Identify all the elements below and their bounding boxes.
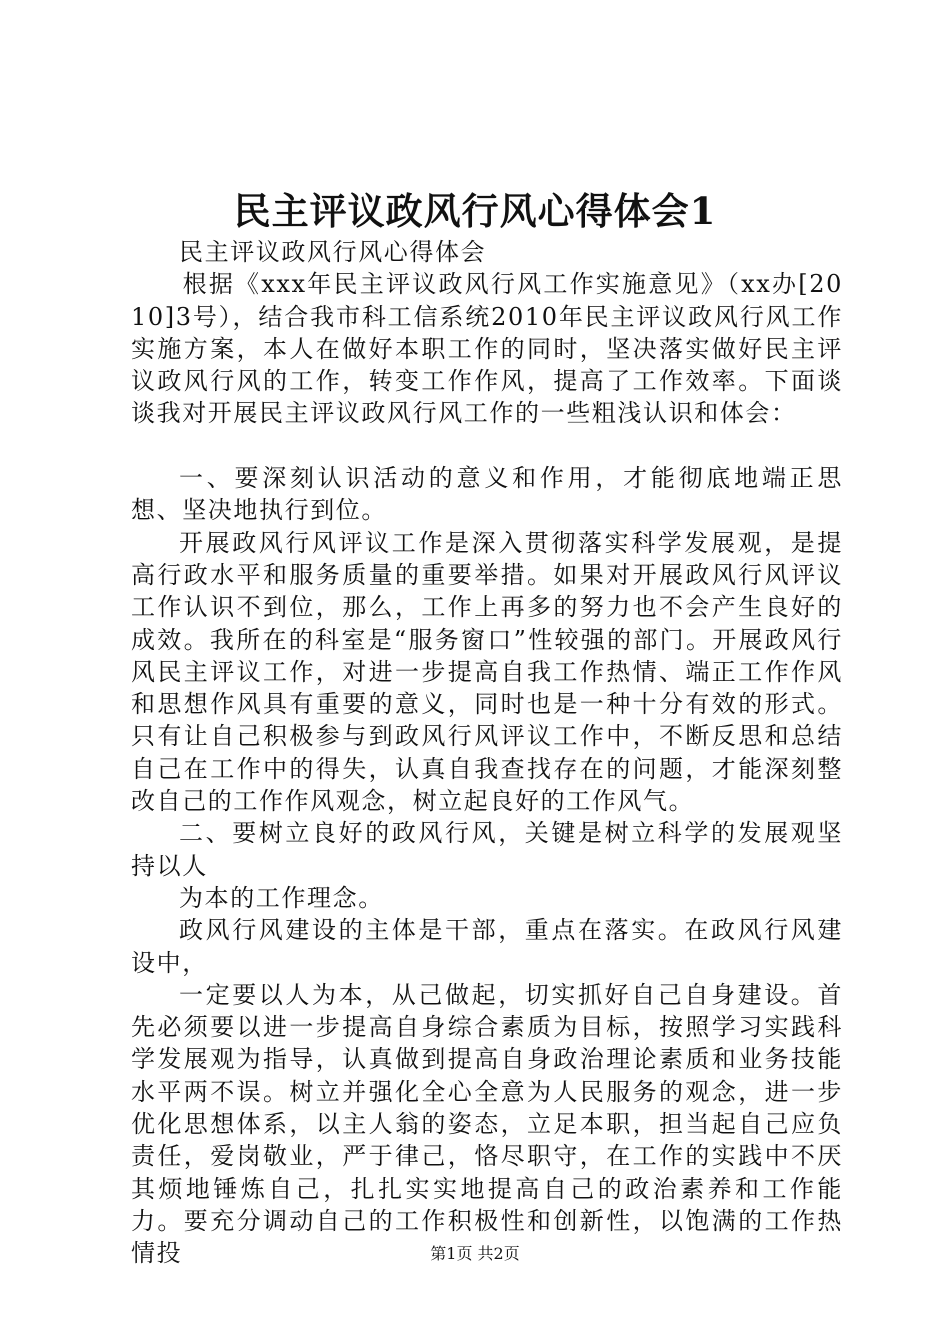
paragraph-intro: 根据《xxx年民主评议政风行风工作实施意见》（xx办[2010]3号），结合我市科工信系统2010年民主评议政风行风工作实施方案，本人在做好本职工作的同时，坚决落实做好民主评议政风行风的工作，转变工作作风，提高了工作效率。下面谈谈我对开展民主评议政风行风工作的一些粗浅认识和体会： [131, 270, 843, 428]
paragraph-subtitle: 民主评议政风行风心得体会 [179, 238, 487, 266]
paragraph-body-1: 开展政风行风评议工作是深入贯彻落实科学发展观，是提高行政水平和服务质量的重要举措。如果对开展政风行风评议工作认识不到位，那么，工作上再多的努力也不会产生良好的成效。我所在的科室是“服务窗口”性较强的部门。开展政风行风民主评议工作，对进一步提高自我工作热情、端正工作作风和思想作风具有重要的意义，同时也是一种十分有效的形式。只有让自己积极参与到政风行风评议工作中，不断反思和总结自己在工作中的得失，认真自我查找存在的问题，才能深刻整改自己的工作作风观念，树立起良好的工作风气。 [131, 528, 843, 816]
document-title: 民主评议政风行风心得体会1 [233, 189, 717, 233]
paragraph-heading-1: 一、要深刻认识活动的意义和作用，才能彻底地端正思想、坚决地执行到位。 [131, 464, 843, 525]
paragraph-body-2a: 政风行风建设的主体是干部，重点在落实。在政风行风建设中， [131, 916, 843, 977]
page-footer: 第1页 共2页 [430, 1244, 520, 1263]
paragraph-heading-2: 二、要树立良好的政风行风，关键是树立科学的发展观坚持以人 [131, 819, 843, 880]
blank-line [131, 430, 843, 462]
paragraph-heading-2-cont: 为本的工作理念。 [179, 883, 384, 912]
paragraph-body-2b: 一定要以人为本，从己做起，切实抓好自己自身建设。首先必须要以进一步提高自身综合素质为目标，按照学习实践科学发展观为指导，认真做到提高自身政治理论素质和业务技能水平两不误。树立并强化全心全意为人民服务的观念，进一步优化思想体系，以主人翁的姿态，立足本职，担当起自己应负责任，爱岗敬业，严于律己，恪尽职守，在工作的实践中不厌其烦地锤炼自己，扎扎实实地提高自己的政治素养和工作能力。要充分调动自己的工作积极性和创新性，以饱满的工作热情投 [131, 980, 843, 1268]
document-body [131, 236, 843, 1270]
